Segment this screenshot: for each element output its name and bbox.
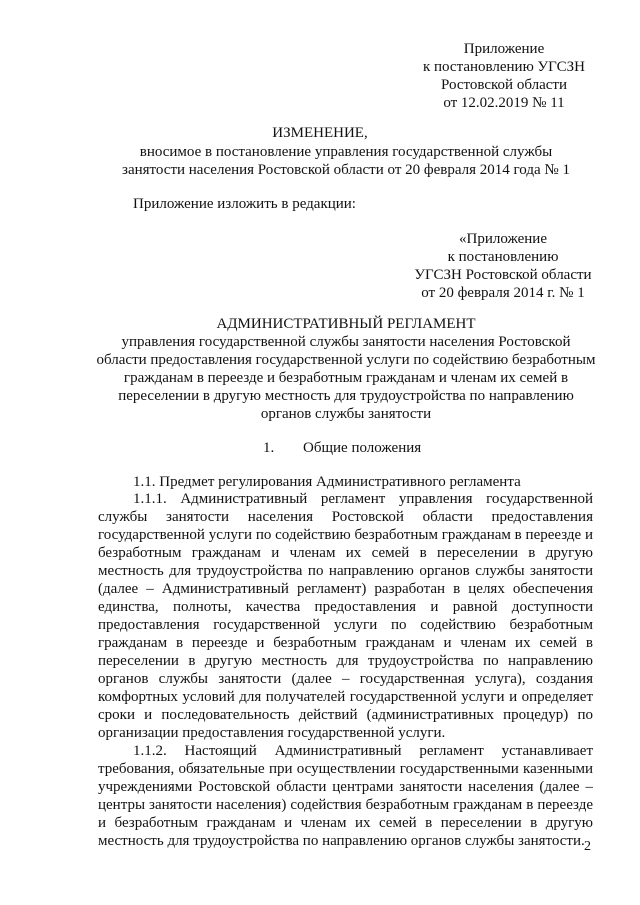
regulation-subtitle-line: гражданам в переезде и безработным гражданам и членам их семей в (123, 370, 569, 386)
header-line: от 12.02.2019 № 11 (443, 95, 565, 111)
header-line: к постановлению УГСЗН (422, 59, 585, 75)
instruction-text: Приложение изложить в редакции: (133, 196, 356, 212)
paragraph-line: местность для трудоустройства по направлению органов службы занятости. (98, 833, 585, 849)
section-number: 1. (263, 440, 275, 456)
paragraph-line: учреждениями Ростовской области центрами занятости населения (далее – (98, 779, 593, 795)
paragraph-line: (далее – Административный регламент) разработан в целях обеспечения (98, 581, 593, 597)
page-number: 2 (584, 839, 591, 854)
paragraph-line: требования, обязательные при осуществлении государственными казенными (98, 761, 593, 777)
paragraph-line: местность для трудоустройства по направлению органов службы занятости (98, 563, 593, 579)
regulation-subtitle-line: области предоставления государственной услуги по содействию безработным (96, 352, 596, 368)
header-line: Приложение (463, 41, 545, 57)
appendix-line: от 20 февраля 2014 г. № 1 (421, 285, 585, 301)
change-line-2: занятости населения Ростовской области от 20 февраля 2014 года № 1 (122, 162, 570, 178)
paragraph-line: переселении в другую местность для трудоустройства по направлению (98, 653, 593, 669)
header-line: Ростовской области (441, 77, 567, 93)
appendix-block (400, 230, 606, 302)
paragraph-line: сроки и последовательность действий (административных процедур) по (98, 707, 593, 723)
paragraph-line: предоставления государственной услуги по содействию безработным (98, 617, 593, 633)
paragraph-line: комфортных условий для получателей государственной услуги и определяет (98, 689, 593, 705)
regulation-subtitle-line: переселении в другую местность для трудоустройства по направлению (118, 388, 574, 404)
appendix-line: «Приложение (458, 231, 547, 247)
change-line-1: вносимое в постановление управления государственной службы (139, 144, 553, 160)
appendix-line: к постановлению (447, 249, 559, 265)
paragraph-line: единства, полноты, качества предоставления и равной доступности (98, 599, 593, 615)
subsection-heading: 1.1. Предмет регулирования Административного регламента (133, 474, 521, 490)
paragraph-line: службы занятости населения Ростовской области предоставления (98, 509, 593, 525)
paragraph-line: органов службы занятости (далее – государственная услуга), создания (98, 671, 593, 687)
appendix-line: УГСЗН Ростовской области (414, 267, 592, 283)
paragraph-line: и безработным гражданам и членам их семей в переселении в другую (98, 815, 593, 831)
change-title: ИЗМЕНЕНИЕ, (272, 125, 368, 141)
paragraph-line: безработным гражданам и членам их семей в переселении в другую (98, 545, 593, 561)
paragraph-line: 1.1.1. Административный регламент управления государственной (133, 491, 593, 507)
paragraph-line: государственной услуги по содействию безработным гражданам в переезде и (98, 527, 593, 543)
regulation-title: АДМИНИСТРАТИВНЫЙ РЕГЛАМЕНТ (216, 316, 476, 332)
section-title: Общие положения (303, 440, 422, 456)
regulation-subtitle-line: органов службы занятости (260, 406, 432, 422)
header-block (404, 40, 604, 112)
paragraph-line: гражданам в переезде и безработным гражданам и членам их семей в (98, 635, 593, 651)
paragraph-line: центры занятости населения) содействия безработным гражданам в переезде (98, 797, 593, 813)
paragraph-line: организации предоставления государственной услуги. (98, 725, 446, 741)
paragraph-line: 1.1.2. Настоящий Административный регламент устанавливает (133, 743, 593, 759)
regulation-subtitle-line: управления государственной службы занятости населения Ростовской (121, 334, 571, 350)
